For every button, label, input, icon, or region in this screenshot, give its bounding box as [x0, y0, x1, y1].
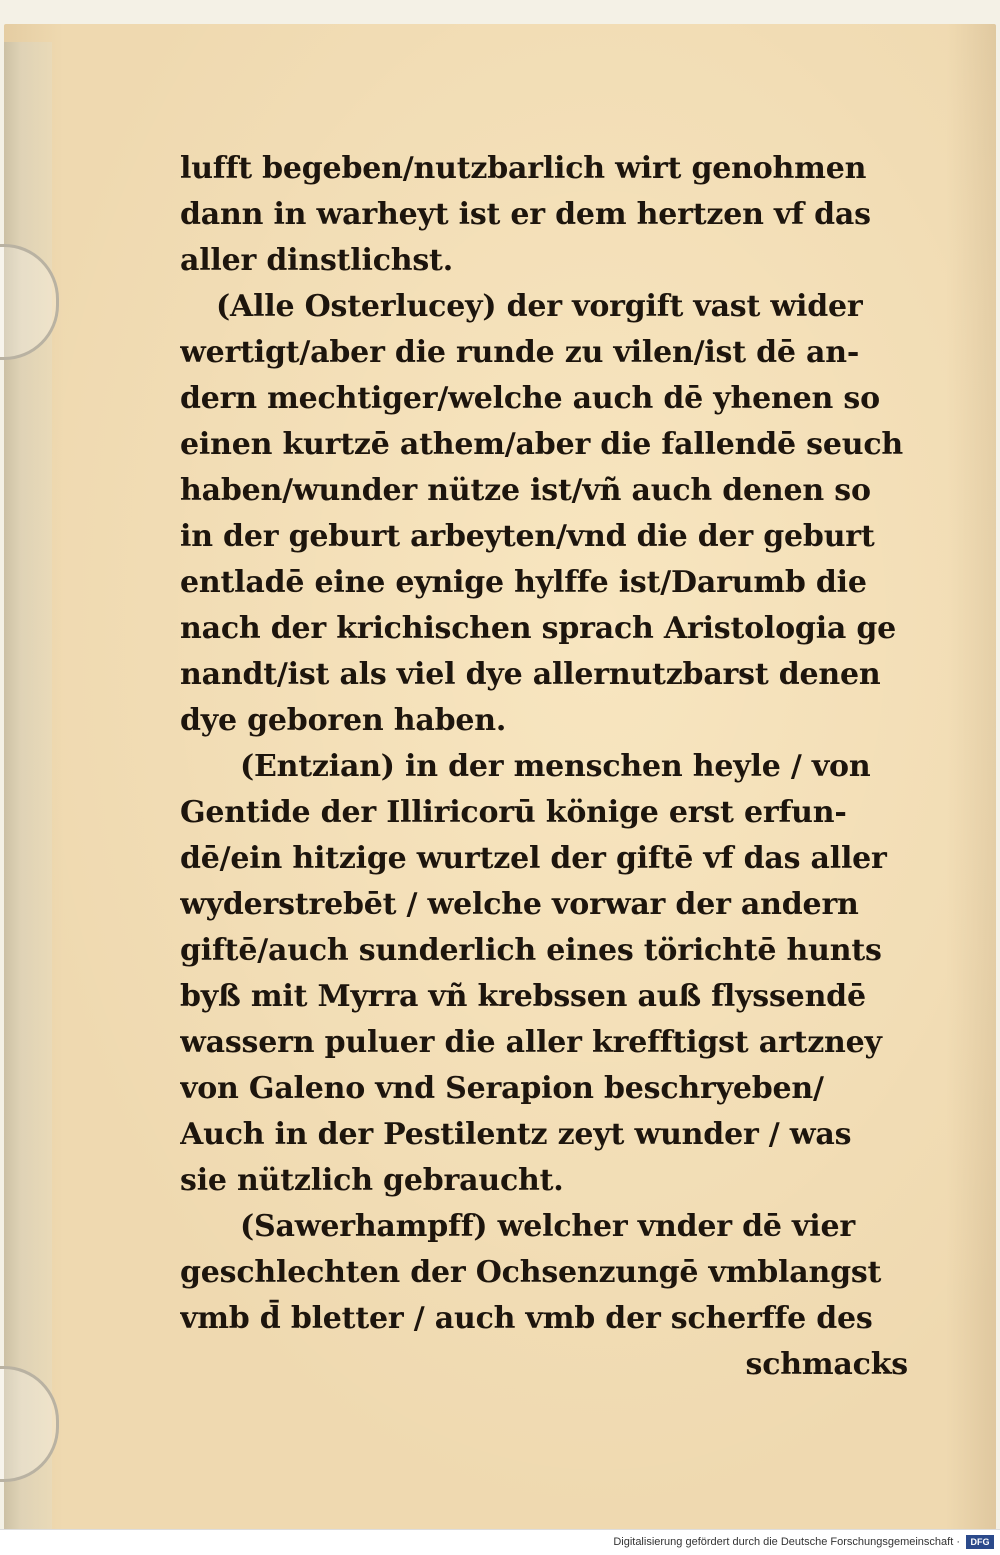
text-line: von Galeno vnd Serapion beschryeben/	[180, 1071, 824, 1106]
text-line: dye geboren haben.	[180, 703, 507, 738]
text-line: dern mechtiger/welche auch dē yhenen so	[180, 381, 880, 416]
text-line: dann in warheyt ist er dem hertzen vf das	[180, 197, 871, 232]
text-line: lufft begeben/nutzbarlich wirt genohmen	[180, 151, 867, 186]
text-block	[180, 146, 920, 1388]
text-line: (Sawerhampff) welcher vnder dē vier	[240, 1209, 855, 1244]
text-line: (Alle Osterlucey) der vorgift vast wider	[216, 289, 863, 324]
text-line: giftē/auch sunderlich eines törichtē hunts	[180, 933, 882, 968]
dfg-logo-icon: DFG	[966, 1535, 994, 1549]
text-line: haben/wunder nütze ist/vñ auch denen so	[180, 473, 871, 508]
text-line: nandt/ist als viel dye allernutzbarst denen	[180, 657, 881, 692]
text-line: wassern puluer die aller krefftigst artzney	[180, 1025, 882, 1060]
text-line: vmb d̄ bletter / auch vmb der scherffe des	[180, 1301, 873, 1336]
book-page	[4, 24, 996, 1530]
text-line: in der geburt arbeyten/vnd die der geburt	[180, 519, 875, 554]
text-line: einen kurtzē athem/aber die fallendē seuch	[180, 427, 904, 462]
text-line: Auch in der Pestilentz zeyt wunder / was	[180, 1117, 852, 1152]
text-line: byß mit Myrra vñ krebssen auß flyssendē	[180, 979, 866, 1014]
funding-credit: Digitalisierung gefördert durch die Deutsche Forschungsgemeinschaft ·	[613, 1536, 960, 1548]
text-line: aller dinstlichst.	[180, 243, 453, 278]
text-line: wyderstrebēt / welche vorwar der andern	[180, 887, 859, 922]
text-line: entladē eine eynige hylffe ist/Darumb die	[180, 565, 867, 600]
text-line: (Entzian) in der menschen heyle / von	[240, 749, 871, 784]
footer-bar	[0, 1529, 1000, 1555]
catchword: schmacks	[745, 1347, 908, 1382]
text-line: nach der krichischen sprach Aristologia ge	[180, 611, 897, 646]
text-line: dē/ein hitzige wurtzel der giftē vf das aller	[180, 841, 887, 876]
text-line: wertigt/aber die runde zu vilen/ist dē an-	[180, 335, 860, 370]
text-line: sie nützlich gebraucht.	[180, 1163, 564, 1198]
text-line: Gentide der Illiricorū könige erst erfun-	[180, 795, 847, 830]
text-line: geschlechten der Ochsenzungē vmblangst	[180, 1255, 882, 1290]
